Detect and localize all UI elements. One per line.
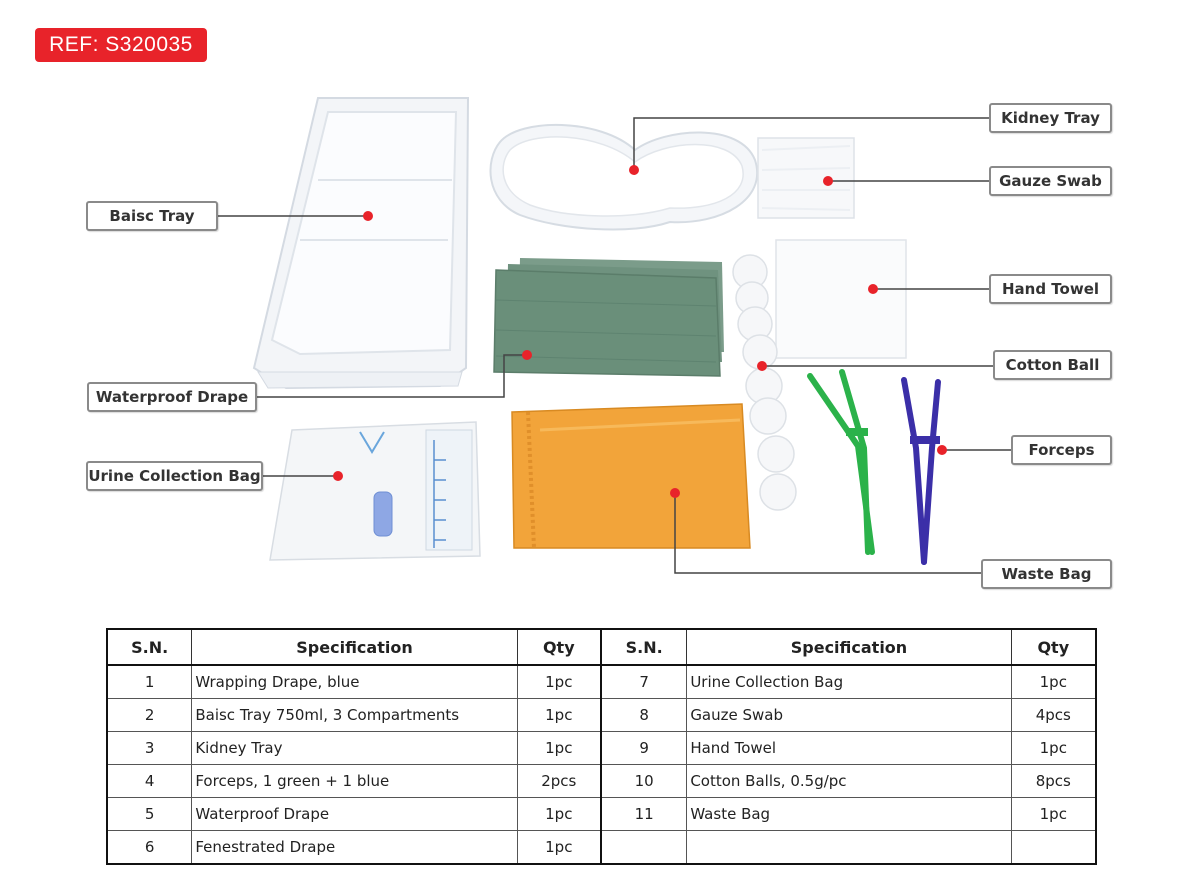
cell-sn: 4 <box>107 765 192 798</box>
kidney-tray-illustration <box>490 125 757 230</box>
cell-specification: Cotton Balls, 0.5g/pc <box>687 765 1011 798</box>
callout-kidney-tray: Kidney Tray <box>989 103 1112 133</box>
marker-dot <box>937 445 947 455</box>
table-row <box>107 798 1096 831</box>
cell-specification: Hand Towel <box>687 732 1011 765</box>
cell-qty: 1pc <box>517 831 601 865</box>
table-row <box>107 732 1096 765</box>
table-header-row <box>107 629 1096 665</box>
marker-dot <box>522 350 532 360</box>
header-specification: Specification <box>192 629 517 665</box>
cell-specification: Urine Collection Bag <box>687 665 1011 699</box>
marker-dot <box>757 361 767 371</box>
cell-specification: Gauze Swab <box>687 699 1011 732</box>
cell-sn: 8 <box>601 699 687 732</box>
cell-sn: 6 <box>107 831 192 865</box>
callout-gauze-swab: Gauze Swab <box>989 166 1112 196</box>
marker-dot <box>333 471 343 481</box>
marker-dot <box>670 488 680 498</box>
callout-forceps: Forceps <box>1011 435 1112 465</box>
cell-qty: 1pc <box>1011 665 1096 699</box>
forceps-illustration <box>810 372 940 562</box>
cell-qty: 1pc <box>1011 798 1096 831</box>
table-row <box>107 765 1096 798</box>
hand-towel-illustration <box>776 240 906 358</box>
cell-qty <box>1011 831 1096 865</box>
table-row <box>107 831 1096 865</box>
callout-urine-bag: Urine Collection Bag <box>86 461 263 491</box>
urine-bag-illustration <box>270 422 480 560</box>
cell-qty: 1pc <box>517 699 601 732</box>
callout-basic-tray: Baisc Tray <box>86 201 218 231</box>
header-sn: S.N. <box>601 629 687 665</box>
cell-sn: 11 <box>601 798 687 831</box>
cell-sn: 10 <box>601 765 687 798</box>
cell-specification: Forceps, 1 green + 1 blue <box>192 765 517 798</box>
waste-bag-illustration <box>512 404 750 548</box>
cell-qty: 1pc <box>1011 732 1096 765</box>
cell-sn: 2 <box>107 699 192 732</box>
marker-dot <box>363 211 373 221</box>
cell-specification: Baisc Tray 750ml, 3 Compartments <box>192 699 517 732</box>
cell-qty: 8pcs <box>1011 765 1096 798</box>
callout-cotton-ball: Cotton Ball <box>993 350 1112 380</box>
cell-sn: 3 <box>107 732 192 765</box>
ref-badge: REF: S320035 <box>35 28 207 62</box>
cell-specification: Fenestrated Drape <box>192 831 517 865</box>
table-row <box>107 665 1096 699</box>
header-qty: Qty <box>517 629 601 665</box>
header-qty: Qty <box>1011 629 1096 665</box>
cell-specification: Waste Bag <box>687 798 1011 831</box>
table-row <box>107 699 1096 732</box>
callout-waste-bag: Waste Bag <box>981 559 1112 589</box>
cell-specification: Wrapping Drape, blue <box>192 665 517 699</box>
marker-dot <box>823 176 833 186</box>
cell-sn: 7 <box>601 665 687 699</box>
header-specification: Specification <box>687 629 1011 665</box>
specification-table <box>106 628 1097 865</box>
cell-qty: 2pcs <box>517 765 601 798</box>
header-sn: S.N. <box>107 629 192 665</box>
gauze-swab-illustration <box>758 138 854 218</box>
cell-sn: 5 <box>107 798 192 831</box>
cell-specification: Kidney Tray <box>192 732 517 765</box>
basic-tray-illustration <box>254 98 468 388</box>
cell-sn: 1 <box>107 665 192 699</box>
callout-hand-towel: Hand Towel <box>989 274 1112 304</box>
cell-sn: 9 <box>601 732 687 765</box>
marker-dot <box>868 284 878 294</box>
callout-waterproof-drape: Waterproof Drape <box>87 382 257 412</box>
cell-specification <box>687 831 1011 865</box>
cell-sn <box>601 831 687 865</box>
cell-qty: 1pc <box>517 732 601 765</box>
cell-qty: 1pc <box>517 665 601 699</box>
cell-qty: 1pc <box>517 798 601 831</box>
cell-specification: Waterproof Drape <box>192 798 517 831</box>
marker-dot <box>629 165 639 175</box>
cell-qty: 4pcs <box>1011 699 1096 732</box>
